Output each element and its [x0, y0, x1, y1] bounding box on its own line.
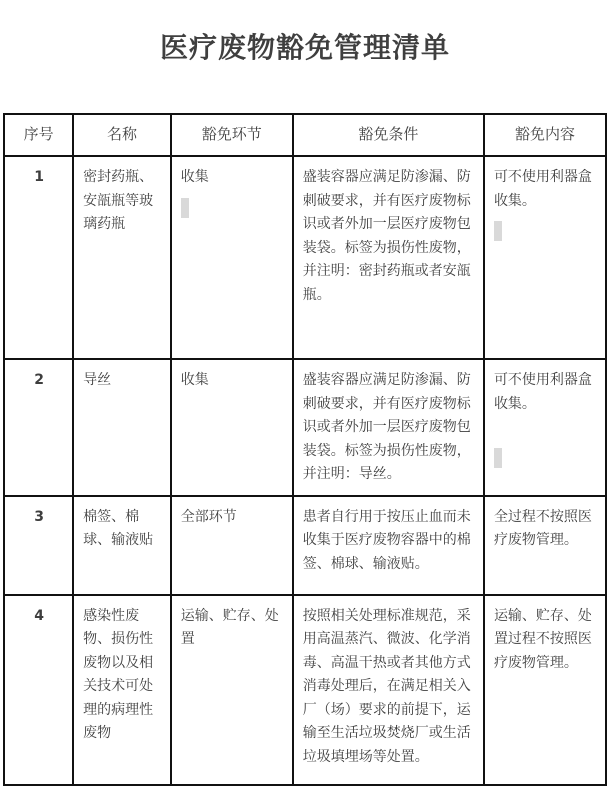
- header-condition: 豁免条件: [293, 114, 484, 156]
- header-index: 序号: [4, 114, 73, 156]
- row-name: 感染性废物、损伤性废物以及相关技术可处理的病理性废物: [83, 607, 154, 741]
- row-name: 导丝: [83, 372, 112, 388]
- exemption-table: [3, 113, 607, 786]
- row-condition: 盛装容器应满足防渗漏、防刺破要求，并有医疗废物标识或者外加一层医疗废物包装袋。标签为损伤性废物，并注明：密封药瓶或者安瓿瓶。: [302, 169, 471, 303]
- row-stage: 收集: [180, 169, 209, 185]
- header-stage: 豁免环节: [171, 114, 293, 156]
- header-content: 豁免内容: [484, 114, 606, 156]
- row-condition: 患者自行用于按压止血而未收集于医疗废物容器中的棉签、棉球、输液贴。: [302, 508, 471, 572]
- row-index: 4: [34, 607, 44, 624]
- row-condition: 按照相关处理标准规范，采用高温蒸汽、微波、化学消毒、高温干热或者其他方式消毒处理后，在满足相关入厂（场）要求的前提下，运输至生活垃圾焚烧厂或生活垃圾填埋场等处置。: [302, 607, 471, 765]
- table-row: [4, 496, 606, 595]
- header-name: 名称: [73, 114, 171, 156]
- row-name: 棉签、棉球、输液贴: [83, 508, 154, 548]
- row-index: 1: [34, 169, 44, 185]
- row-content: 全过程不按照医疗废物管理。: [493, 508, 592, 548]
- page-title: 医疗废物豁免管理清单: [159, 31, 450, 64]
- table-header-row: [4, 114, 606, 156]
- cursor-placeholder: [181, 198, 189, 218]
- table-row: [4, 156, 606, 359]
- table-row: [4, 595, 606, 785]
- row-stage: 全部环节: [180, 508, 237, 525]
- row-name: 密封药瓶、安瓿瓶等玻璃药瓶: [83, 169, 154, 232]
- row-index: 3: [34, 508, 44, 525]
- row-content: 运输、贮存、处置过程不按照医疗废物管理。: [493, 607, 592, 671]
- row-content: 可不使用利器盒收集。: [493, 372, 592, 412]
- table-row: [4, 359, 606, 496]
- row-stage: 收集: [180, 372, 209, 388]
- row-condition: 盛装容器应满足防渗漏、防刺破要求，并有医疗废物标识或者外加一层医疗废物包装袋。标签为损伤性废物，并注明：导丝。: [302, 372, 471, 482]
- row-content: 可不使用利器盒收集。: [493, 169, 592, 209]
- row-stage: 运输、贮存、处置: [180, 607, 279, 647]
- row-index: 2: [34, 372, 44, 388]
- cursor-placeholder: [494, 448, 502, 468]
- cursor-placeholder: [494, 221, 502, 241]
